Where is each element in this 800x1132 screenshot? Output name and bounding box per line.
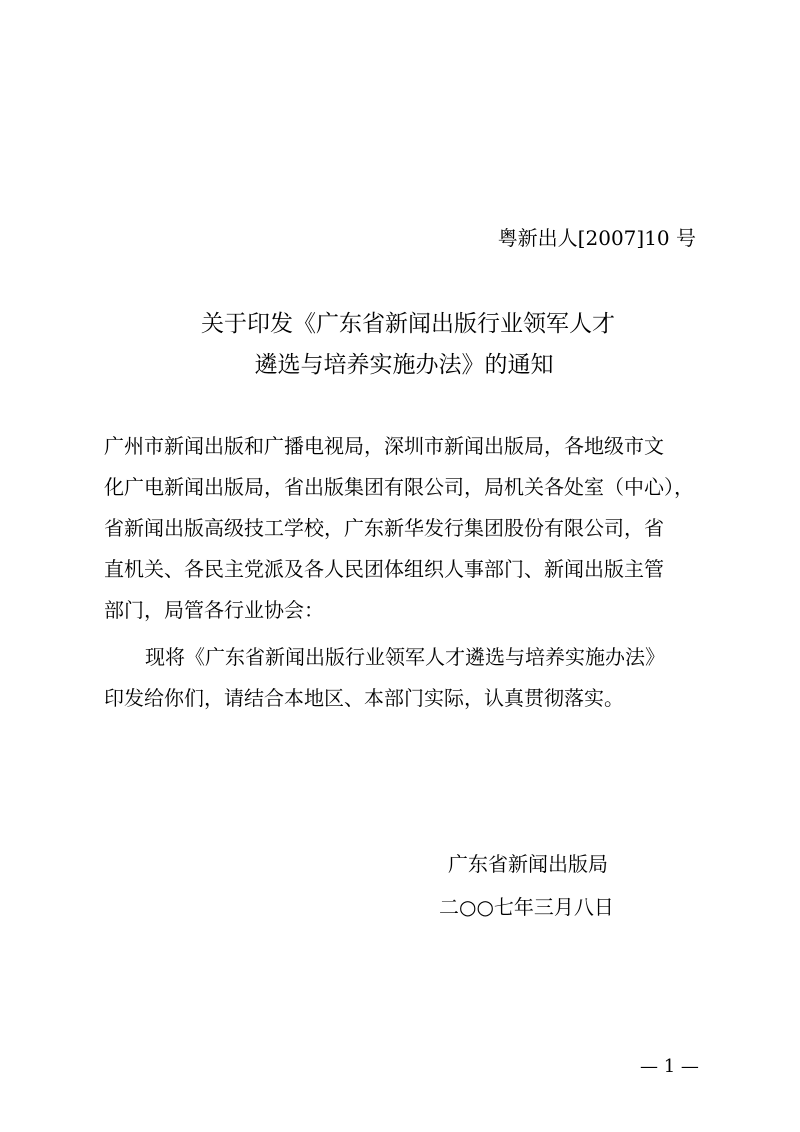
recipient-line: 化广电新闻出版局，省出版集团有限公司，局机关各处室（中心）， [104,475,694,499]
document-title-line-1: 关于印发《广东省新闻出版行业领军人才 [201,311,615,337]
signature-organization: 广东省新闻出版局 [448,852,608,876]
recipient-line: 省新闻出版高级技工学校，广东新华发行集团股份有限公司，省 [104,516,664,540]
document-number: 粤新出人[2007]10 号 [497,226,696,250]
signature-date: 二○○七年三月八日 [439,895,614,919]
recipient-line: 部门，局管各行业协会： [104,598,324,622]
recipient-line: 广州市新闻出版和广播电视局，深圳市新闻出版局，各地级市文 [104,434,664,458]
body-line: 现将《广东省新闻出版行业领军人才遴选与培养实施办法》 [145,645,665,669]
page-number: — 1 — [640,1056,699,1077]
document-title-line-2: 遴选与培养实施办法》的通知 [254,352,554,378]
recipient-line: 直机关、各民主党派及各人民团体组织人事部门、新闻出版主管 [104,557,664,581]
body-line: 印发给你们，请结合本地区、本部门实际，认真贯彻落实。 [104,686,624,710]
